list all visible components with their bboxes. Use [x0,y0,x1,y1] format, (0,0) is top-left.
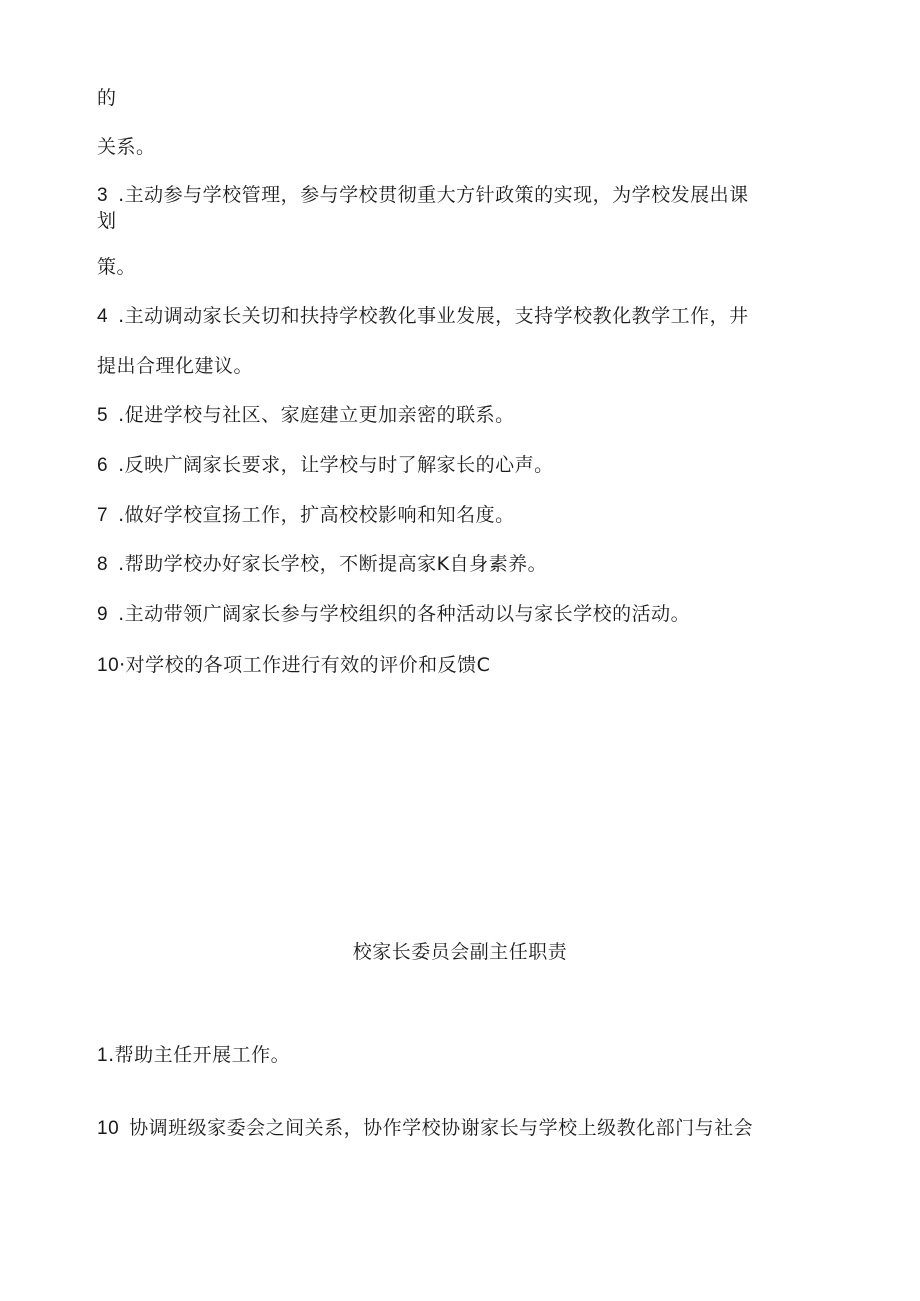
item-text: .反映广阔家长要求，让学校与时了解家长的心声。 [118,454,554,476]
item-text: .主动调动家长关切和扶持学校教化事业发展，支持学校教化教学工作，井 [118,305,749,327]
item-text: 协调班级家委会之间关系，协作学校协谢家长与学校上级教化部门与社会 [129,1117,754,1139]
list-item-5 [97,403,515,428]
line-text: 策。 [97,256,137,278]
item-text: .主动带领广阔家长参与学校组织的各种活动以与家长学校的活动。 [118,603,691,625]
item-number: 10 [97,655,120,676]
item-number: 4 [97,306,109,327]
list-item-3 [97,183,749,208]
line-text: 划 [97,210,117,232]
item-number: 7 [97,505,109,526]
item-text: .帮助主任开展工作。 [108,1044,291,1066]
list-item-4 [97,304,749,329]
section-item-1 [97,1043,290,1068]
line-text: 的 [97,87,117,109]
item-text: .促进学校与社区、家庭建立更加亲密的联系。 [118,404,515,426]
text-line-continuation [97,209,117,233]
item-text: .做好学校宣扬工作，扩高校校影响和知名度。 [118,504,515,526]
text-line-2 [97,135,156,159]
text-line-continuation [97,354,253,378]
item-text: ·对学校的各项工作进行有效的评价和反馈C [119,654,491,676]
item-number: 5 [97,405,109,426]
item-number: 6 [97,455,109,476]
item-number: 9 [97,604,109,625]
section-item-2 [97,1116,753,1141]
item-text: .主动参与学校管理，参与学校贯彻重大方针政策的实现，为学校发展出课 [118,184,749,206]
text-line-1 [97,86,117,110]
item-number: 1 [97,1045,109,1066]
list-item-7 [97,503,515,528]
section-title: 校家长委员会副主任职责 [352,941,568,963]
item-number: 8 [97,554,109,575]
item-number: 10 [97,1118,120,1139]
line-text: 提出合理化建议。 [97,355,254,377]
list-item-9 [97,602,690,627]
item-text: .帮助学校办好家长学校，不断提高家K自身素养。 [118,553,548,575]
text-line-continuation [97,255,136,279]
item-number: 3 [97,185,109,206]
list-item-6 [97,453,554,478]
line-text: 关系。 [97,136,156,158]
list-item-8 [97,552,547,577]
list-item-10 [97,653,490,678]
